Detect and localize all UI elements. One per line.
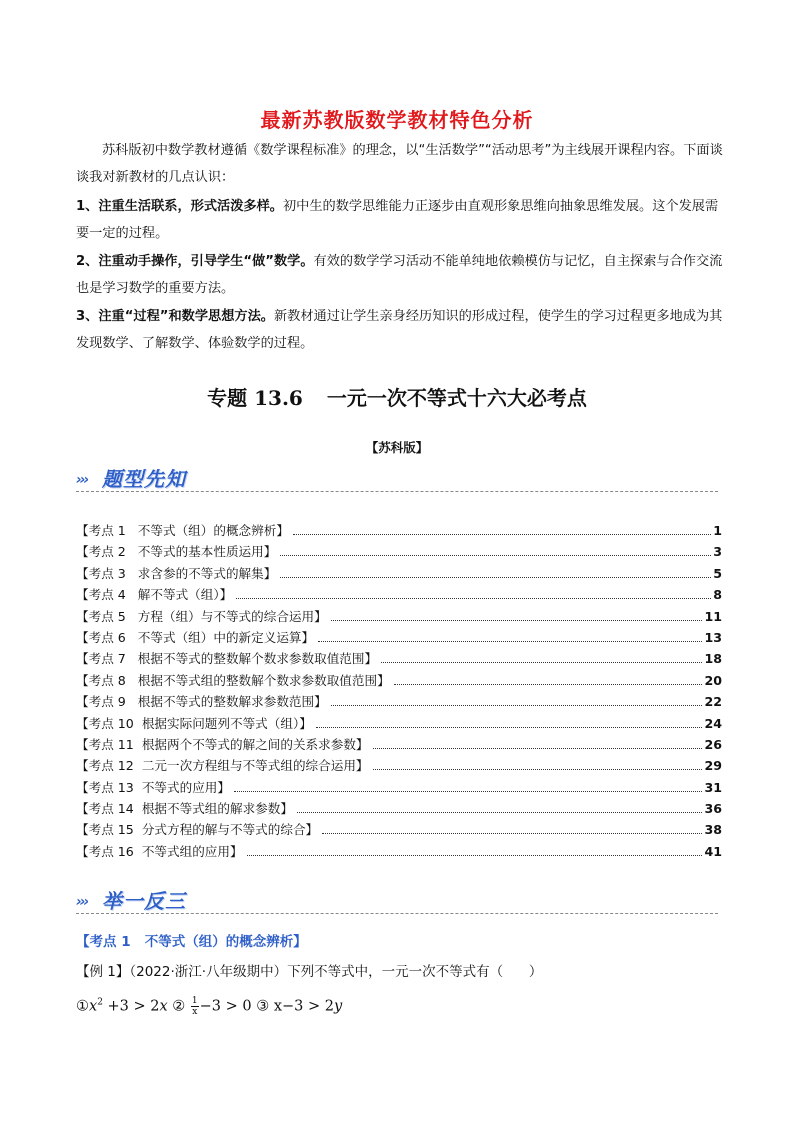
toc-entry[interactable] xyxy=(76,755,722,776)
toc-entry-label: 【考点 2 不等式的基本性质运用】 xyxy=(76,544,277,560)
intro-item-3-bold: 3、注重“过程”和数学思想方法。 xyxy=(76,309,274,324)
toc-entry-label: 【考点 16 不等式组的应用】 xyxy=(76,843,243,859)
toc-page-number: 13 xyxy=(704,629,722,645)
toc-entry[interactable] xyxy=(76,777,722,798)
intro-item-3 xyxy=(76,303,724,357)
toc-page-number: 8 xyxy=(713,587,722,603)
toc-page-number: 26 xyxy=(704,736,722,752)
toc-page-number: 20 xyxy=(704,672,722,688)
var-x: x xyxy=(89,998,98,1015)
toc-entry-label: 【考点 13 不等式的应用】 xyxy=(76,779,230,795)
triple-arrow-icon: ››› xyxy=(76,894,88,910)
toc-page-number: 41 xyxy=(704,843,722,859)
dashed-divider xyxy=(76,913,718,914)
expr-1: +3 > 2 xyxy=(102,998,160,1015)
toc-dot-leader xyxy=(293,534,711,535)
toc-entry[interactable] xyxy=(76,713,722,734)
toc-entry-label: 【考点 15 分式方程的解与不等式的综合】 xyxy=(76,822,319,838)
triple-arrow-icon: ››› xyxy=(76,472,88,488)
toc-heading-text: 题型先知 xyxy=(102,467,186,491)
toc-entry[interactable] xyxy=(76,734,722,755)
toc-entry-label: 【考点 7 根据不等式的整数解个数求参数取值范围】 xyxy=(76,651,378,667)
circled-2: ② xyxy=(167,998,190,1015)
dashed-divider xyxy=(76,491,718,492)
toc-page-number: 24 xyxy=(704,715,722,731)
expr-3: x−3 > 2 xyxy=(273,998,334,1015)
toc-dot-leader xyxy=(316,727,703,728)
toc-entry[interactable] xyxy=(76,691,722,712)
toc-page-number: 29 xyxy=(704,758,722,774)
toc-page-number: 18 xyxy=(704,651,722,667)
toc-entry[interactable] xyxy=(76,648,722,669)
toc-entry-label: 【考点 4 解不等式（组）】 xyxy=(76,587,233,603)
toc-entry-label: 【考点 6 不等式（组）中的新定义运算】 xyxy=(76,629,315,645)
topic-name: 一元一次不等式十六大必考点 xyxy=(326,386,587,410)
toc-entry[interactable] xyxy=(76,520,722,541)
toc-dot-leader xyxy=(297,812,703,813)
toc-entry-label: 【考点 9 根据不等式的整数解求参数范围】 xyxy=(76,694,327,710)
intro-item-2-bold: 2、注重动手操作，引导学生“做”数学。 xyxy=(76,254,314,269)
toc-page-number: 5 xyxy=(713,565,722,581)
expr-2: −3 > 0 xyxy=(199,998,252,1015)
toc-dot-leader xyxy=(318,641,702,642)
toc-dot-leader xyxy=(234,791,702,792)
example-1-question: 【例 1】（2022·浙江·八年级期中）下列不等式中，一元一次不等式有（ ） xyxy=(76,964,543,980)
toc-dot-leader xyxy=(394,684,703,685)
toc-dot-leader xyxy=(280,577,711,578)
toc-dot-leader xyxy=(381,662,702,663)
toc-page-number: 22 xyxy=(704,694,722,710)
intro-item-1-bold: 1、注重生活联系，形式活泼多样。 xyxy=(76,199,283,214)
toc-dot-leader xyxy=(373,769,703,770)
toc-page-number: 36 xyxy=(704,801,722,817)
fraction-1-over-x xyxy=(191,996,199,1017)
intro-item-1-text: 初中生的数学思维能力正逐步由直观形象思维向抽象思维发展。这个发展需要一定的过程。 xyxy=(76,199,719,241)
edition-label: 【苏科版】 xyxy=(365,440,429,455)
toc-entry-label: 【考点 10 根据实际问题列不等式（组）】 xyxy=(76,715,312,731)
point-1-title: 【考点 1 不等式（组）的概念辨析】 xyxy=(76,934,307,950)
practice-section-heading xyxy=(76,882,724,914)
intro-paragraph: 苏科版初中数学教材遵循《数学课程标准》的理念，以“生活数学”“活动思考”为主线展开课程内容。下面谈谈我对新教材的几点认识： xyxy=(76,143,723,185)
toc-entry-label: 【考点 14 根据不等式组的解求参数】 xyxy=(76,801,293,817)
toc-entry-label: 【考点 11 根据两个不等式的解之间的关系求参数】 xyxy=(76,736,369,752)
toc-entry[interactable] xyxy=(76,541,722,562)
toc-entry[interactable] xyxy=(76,841,722,862)
toc-entry[interactable] xyxy=(76,563,722,584)
toc-entry-label: 【考点 8 根据不等式组的整数解个数求参数取值范围】 xyxy=(76,672,390,688)
intro-item-2-text: 有效的数学学习活动不能单纯地依赖模仿与记忆，自主探索与合作交流也是学习数学的重要方法。 xyxy=(76,254,723,296)
example-1-options xyxy=(76,996,342,1017)
toc-entry-label: 【考点 3 求含参的不等式的解集】 xyxy=(76,565,277,581)
circled-3: ③ xyxy=(251,998,274,1015)
intro-item-1 xyxy=(76,193,724,247)
topic-title xyxy=(0,382,794,411)
toc-entry[interactable] xyxy=(76,584,722,605)
toc-entry-label: 【考点 5 方程（组）与不等式的综合运用】 xyxy=(76,608,327,624)
table-of-contents xyxy=(76,520,722,862)
intro-item-3-text: 新教材通过让学生亲身经历知识的形成过程，使学生的学习过程更多地成为其发现数学、了解数学、体验数学的过程。 xyxy=(76,309,723,351)
toc-entry[interactable] xyxy=(76,627,722,648)
toc-dot-leader xyxy=(280,555,711,556)
toc-entry[interactable] xyxy=(76,606,722,627)
topic-number: 专题 13.6 xyxy=(207,386,303,410)
var-y: y xyxy=(333,998,343,1015)
intro-item-2 xyxy=(76,248,724,302)
toc-dot-leader xyxy=(331,705,703,706)
toc-entry[interactable] xyxy=(76,798,722,819)
toc-entry-label: 【考点 1 不等式（组）的概念辨析】 xyxy=(76,523,289,538)
red-heading: 最新苏教版数学教材特色分析 xyxy=(260,108,534,132)
toc-dot-leader xyxy=(247,855,703,856)
toc-section-heading xyxy=(76,460,724,492)
toc-entry-label: 【考点 12 二元一次方程组与不等式组的综合运用】 xyxy=(76,758,369,774)
toc-entry[interactable] xyxy=(76,670,722,691)
var-x-2: x xyxy=(159,998,168,1015)
practice-heading-text: 举一反三 xyxy=(102,889,186,913)
toc-page-number: 1 xyxy=(713,523,722,538)
toc-page-number: 11 xyxy=(704,608,722,624)
toc-dot-leader xyxy=(322,833,702,834)
toc-page-number: 38 xyxy=(704,822,722,838)
toc-entry[interactable] xyxy=(76,819,722,840)
toc-page-number: 31 xyxy=(704,779,722,795)
toc-dot-leader xyxy=(236,598,711,599)
fraction-denominator: x xyxy=(192,1007,198,1017)
toc-dot-leader xyxy=(373,748,703,749)
circled-1: ① xyxy=(76,998,89,1015)
fraction-numerator: 1 xyxy=(191,996,198,1006)
exponent: 2 xyxy=(97,997,103,1008)
toc-dot-leader xyxy=(331,620,703,621)
toc-page-number: 3 xyxy=(713,544,722,560)
